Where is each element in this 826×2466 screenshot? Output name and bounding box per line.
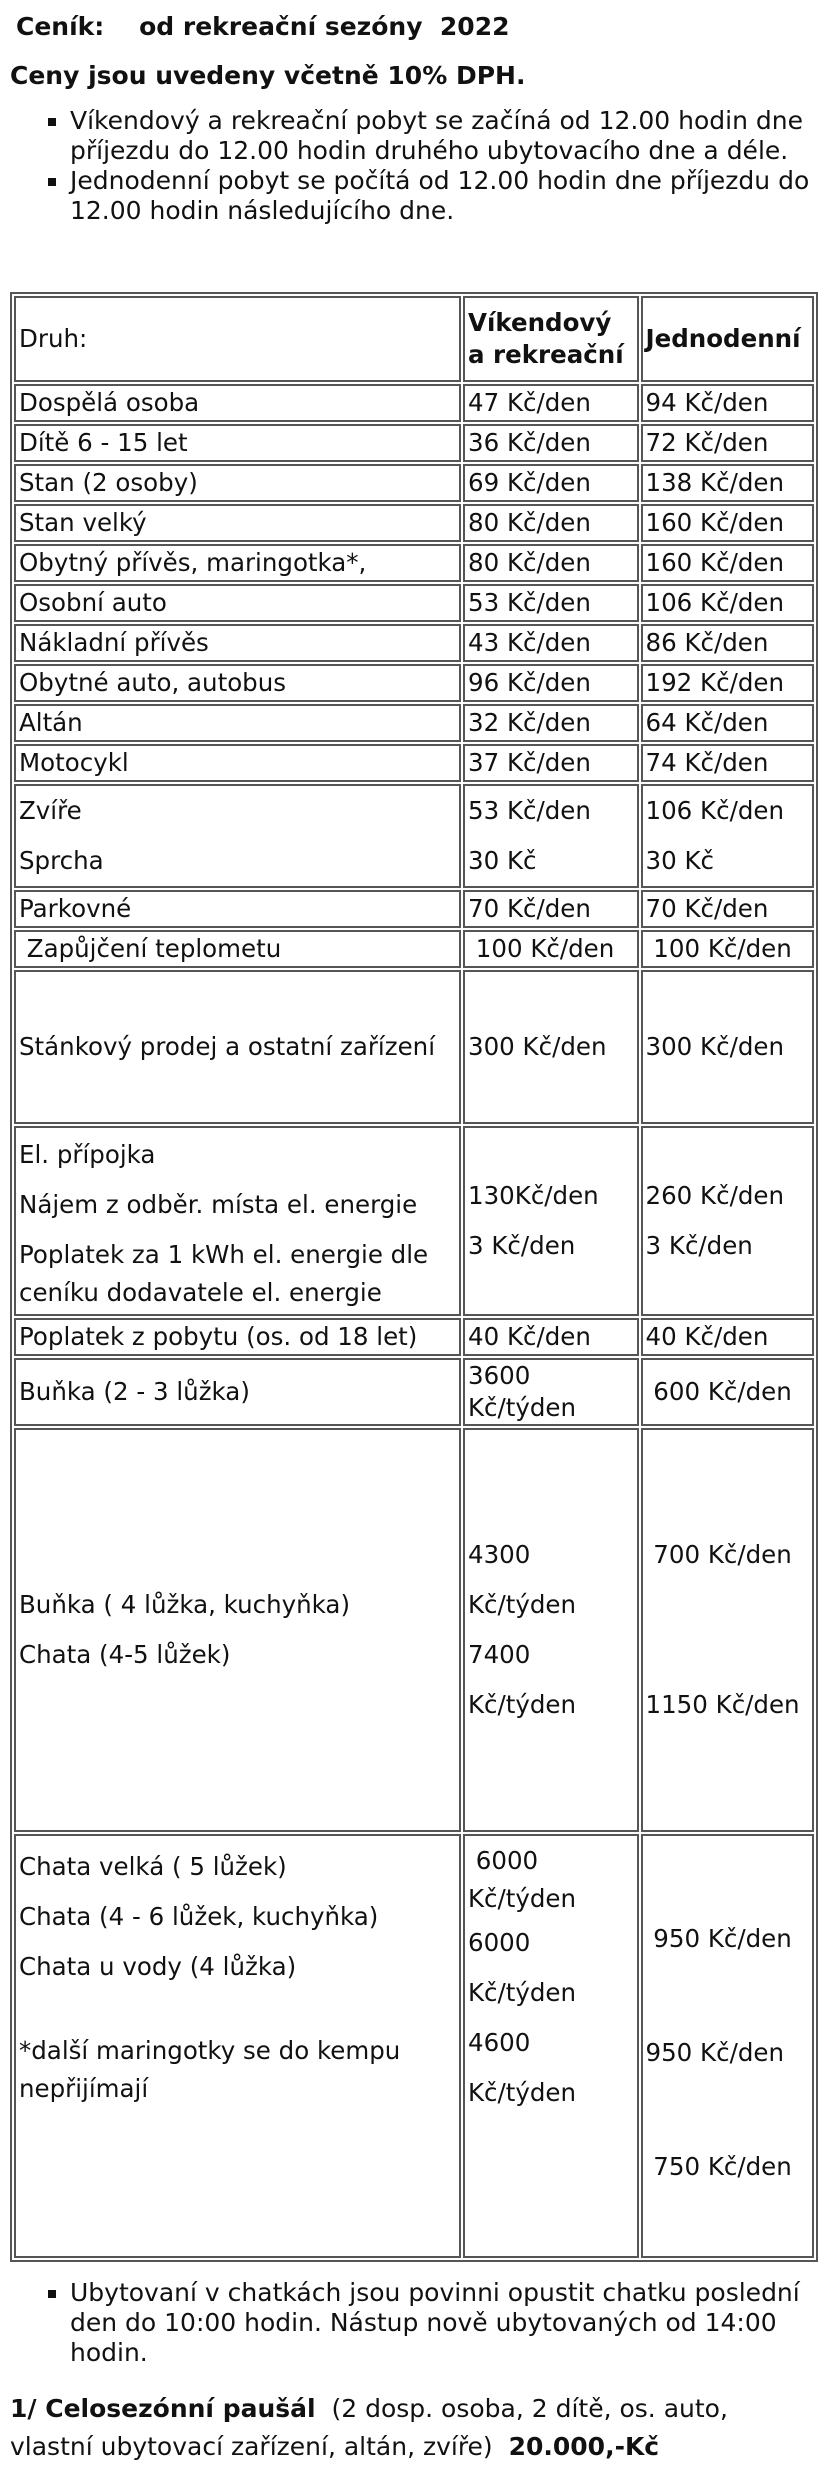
- row-weekend-price: 6000 Kč/týden 6000 Kč/týden 4600 Kč/týden: [463, 1834, 639, 2258]
- season-pass-details: (2 dosp. osoba, 2 dítě, os. auto, vlastní ubytovací zařízení, altán, zvíře): [10, 2394, 736, 2461]
- row-label: Poplatek z pobytu (os. od 18 let): [14, 1318, 461, 1356]
- row-label: Chata velká ( 5 lůžek) Chata (4 - 6 lůžek, kuchyňka) Chata u vody (4 lůžka) *další maringotky se do kempu nepřijímají: [14, 1834, 461, 2258]
- row-weekend-price: 80 Kč/den: [463, 504, 639, 542]
- season-pass-paragraph: [10, 2390, 816, 2466]
- header-weekend: Víkendový a rekreační: [463, 296, 639, 382]
- row-weekend-price: 47 Kč/den: [463, 384, 639, 422]
- row-weekend-price: 43 Kč/den: [463, 624, 639, 662]
- list-item: ▪ Víkendový a rekreační pobyt se začíná od 12.00 hodin dne příjezdu do 12.00 hodin druhého ubytovacího dne a déle.: [70, 106, 816, 166]
- row-weekend-price: 4300 Kč/týden 7400 Kč/týden: [463, 1428, 639, 1832]
- row-label: Nákladní přívěs: [14, 624, 461, 662]
- after-table-bullet-list: [10, 2278, 816, 2368]
- row-label: Motocykl: [14, 744, 461, 782]
- row-label: Stánkový prodej a ostatní zařízení: [14, 970, 461, 1124]
- table-row: [14, 970, 814, 1124]
- row-oneday-price: 160 Kč/den: [641, 544, 815, 582]
- row-weekend-price: 130Kč/den 3 Kč/den: [463, 1126, 639, 1316]
- row-oneday-price: 72 Kč/den: [641, 424, 815, 462]
- row-weekend-price: 69 Kč/den: [463, 464, 639, 502]
- intro-bullet-list: [10, 106, 816, 226]
- row-oneday-price: 106 Kč/den 30 Kč: [641, 784, 815, 888]
- header-oneday: Jednodenní: [641, 296, 815, 382]
- row-oneday-price: 94 Kč/den: [641, 384, 815, 422]
- row-oneday-price: 700 Kč/den 1150 Kč/den: [641, 1428, 815, 1832]
- table-row-animal-shower: [14, 784, 814, 888]
- row-label: Osobní auto: [14, 584, 461, 622]
- row-label: El. přípojka Nájem z odběr. místa el. energie Poplatek za 1 kWh el. energie dle ceníku dodavatele el. energie: [14, 1126, 461, 1316]
- row-weekend-price: 37 Kč/den: [463, 744, 639, 782]
- page-title: Ceník: od rekreační sezóny 2022: [16, 12, 510, 41]
- row-oneday-price: 950 Kč/den 950 Kč/den 750 Kč/den: [641, 1834, 815, 2258]
- row-oneday-price: 192 Kč/den: [641, 664, 815, 702]
- table-row-electric: [14, 1126, 814, 1316]
- row-weekend-price: 70 Kč/den: [463, 890, 639, 928]
- row-weekend-price: 100 Kč/den: [463, 930, 639, 968]
- row-label: Stan velký: [14, 504, 461, 542]
- row-oneday-price: 160 Kč/den: [641, 504, 815, 542]
- row-oneday-price: 70 Kč/den: [641, 890, 815, 928]
- row-oneday-price: 260 Kč/den 3 Kč/den: [641, 1126, 815, 1316]
- row-weekend-price: 300 Kč/den: [463, 970, 639, 1124]
- row-label: Dítě 6 - 15 let: [14, 424, 461, 462]
- list-item: ▪ Jednodenní pobyt se počítá od 12.00 hodin dne příjezdu do 12.00 hodin následujícího dne.: [70, 166, 816, 226]
- row-weekend-price: 96 Kč/den: [463, 664, 639, 702]
- row-label: Buňka ( 4 lůžka, kuchyňka) Chata (4-5 lůžek): [14, 1428, 461, 1832]
- table-row: [14, 664, 814, 702]
- row-label: Obytný přívěs, maringotka*,: [14, 544, 461, 582]
- row-label: Parkovné: [14, 890, 461, 928]
- row-oneday-price: 106 Kč/den: [641, 584, 815, 622]
- row-label: Obytné auto, autobus: [14, 664, 461, 702]
- row-label: Dospělá osoba: [14, 384, 461, 422]
- row-oneday-price: 600 Kč/den: [641, 1358, 815, 1426]
- row-weekend-price: 32 Kč/den: [463, 704, 639, 742]
- row-label: Zvíře Sprcha: [14, 784, 461, 888]
- row-oneday-price: 300 Kč/den: [641, 970, 815, 1124]
- table-row: [14, 704, 814, 742]
- season-pass-title: 1/ Celosezónní paušál: [10, 2394, 316, 2423]
- table-row: [14, 384, 814, 422]
- row-oneday-price: 40 Kč/den: [641, 1318, 815, 1356]
- table-row-chata-group: [14, 1834, 814, 2258]
- row-weekend-price: 40 Kč/den: [463, 1318, 639, 1356]
- table-row: [14, 464, 814, 502]
- row-weekend-price: 80 Kč/den: [463, 544, 639, 582]
- row-oneday-price: 64 Kč/den: [641, 704, 815, 742]
- table-header-row: [14, 296, 814, 382]
- header-druh: Druh:: [14, 296, 461, 382]
- row-oneday-price: 100 Kč/den: [641, 930, 815, 968]
- table-row: [14, 1318, 814, 1356]
- table-row: [14, 890, 814, 928]
- table-row: [14, 544, 814, 582]
- row-label: Buňka (2 - 3 lůžka): [14, 1358, 461, 1426]
- row-weekend-price: 36 Kč/den: [463, 424, 639, 462]
- row-weekend-price: 53 Kč/den: [463, 584, 639, 622]
- table-row: [14, 1358, 814, 1426]
- row-weekend-price: 53 Kč/den 30 Kč: [463, 784, 639, 888]
- row-label: Altán: [14, 704, 461, 742]
- row-label: Zapůjčení teplometu: [14, 930, 461, 968]
- row-weekend-price: 3600 Kč/týden: [463, 1358, 639, 1426]
- row-oneday-price: 86 Kč/den: [641, 624, 815, 662]
- row-oneday-price: 74 Kč/den: [641, 744, 815, 782]
- row-oneday-price: 138 Kč/den: [641, 464, 815, 502]
- season-pass-price: 20.000,-Kč: [508, 2432, 660, 2461]
- table-row: [14, 504, 814, 542]
- list-item: ▪ Ubytovaní v chatkách jsou povinni opustit chatku poslední den do 10:00 hodin. Nástup nově ubytovaných od 14:00 hodin.: [70, 2278, 816, 2368]
- price-table: [10, 292, 818, 2262]
- table-row: [14, 744, 814, 782]
- table-row: [14, 584, 814, 622]
- table-row-cabin-chata: [14, 1428, 814, 1832]
- table-row: [14, 930, 814, 968]
- vat-note: Ceny jsou uvedeny včetně 10% DPH.: [10, 61, 526, 90]
- table-row: [14, 424, 814, 462]
- row-label: Stan (2 osoby): [14, 464, 461, 502]
- maringotka-note: *další maringotky se do kempu nepřijímají: [19, 2036, 401, 2103]
- table-row: [14, 624, 814, 662]
